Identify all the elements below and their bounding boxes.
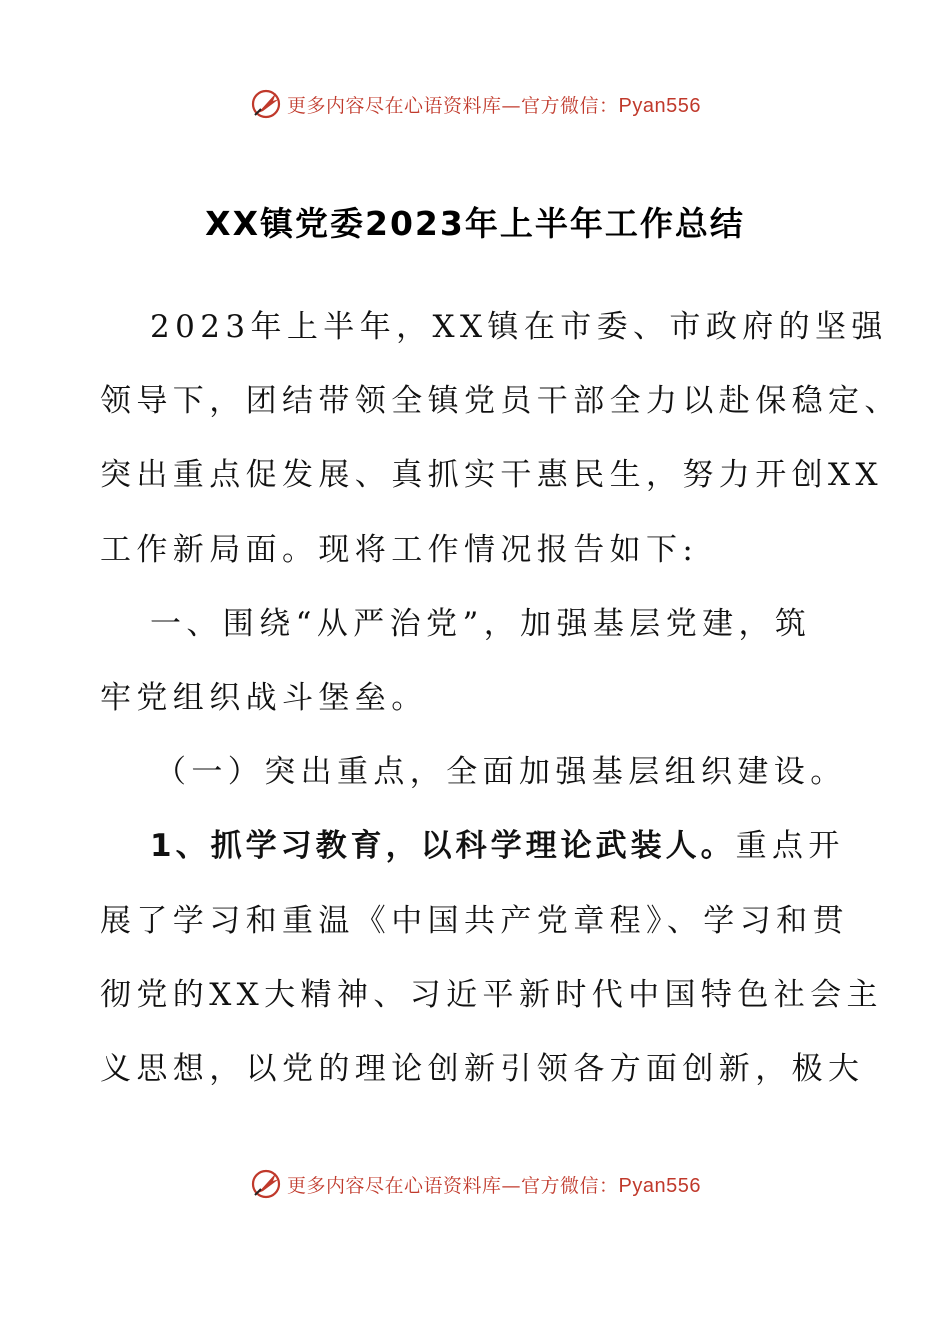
section-heading-cont: 牢党组织战斗堡垒。: [100, 679, 428, 716]
item-text: 重点开: [735, 828, 845, 865]
body-line: 展了学习和重温《中国共产党章程》、学习和贯: [100, 902, 849, 939]
watermark-text: 更多内容尽在心语资料库—官方微信：Pyan556: [287, 94, 701, 117]
subsection-heading: （一）突出重点，全面加强基层组织建设。: [155, 754, 847, 791]
header-watermark: [0, 84, 950, 124]
body-line: 突出重点促发展、真抓实干惠民生，努力开创XX: [100, 457, 883, 494]
item-heading: 1、抓学习教育，以科学理论武装人。: [150, 828, 736, 865]
body-line: 工作新局面。现将工作情况报告如下:: [100, 531, 699, 568]
body-line: 领导下，团结带领全镇党员干部全力以赴保稳定、: [100, 383, 901, 420]
body-line: 义思想，以党的理论创新引领各方面创新，极大: [100, 1050, 865, 1087]
quill-logo-icon: [249, 87, 283, 121]
body-line: 2023年上半年，XX镇在市委、市政府的坚强: [150, 309, 888, 345]
item-line: [100, 809, 860, 883]
body-line: 彻党的XX大精神、习近平新时代中国特色社会主: [100, 976, 883, 1013]
document-body: [100, 290, 901, 1106]
document-title: XX镇党委2023年上半年工作总结: [205, 204, 745, 243]
section-heading: 一、围绕“从严治党”，加强基层党建，筑: [150, 605, 812, 642]
footer-watermark: [0, 1164, 950, 1204]
quill-logo-icon: [249, 1167, 283, 1201]
watermark-text: 更多内容尽在心语资料库—官方微信：Pyan556: [287, 1174, 701, 1197]
